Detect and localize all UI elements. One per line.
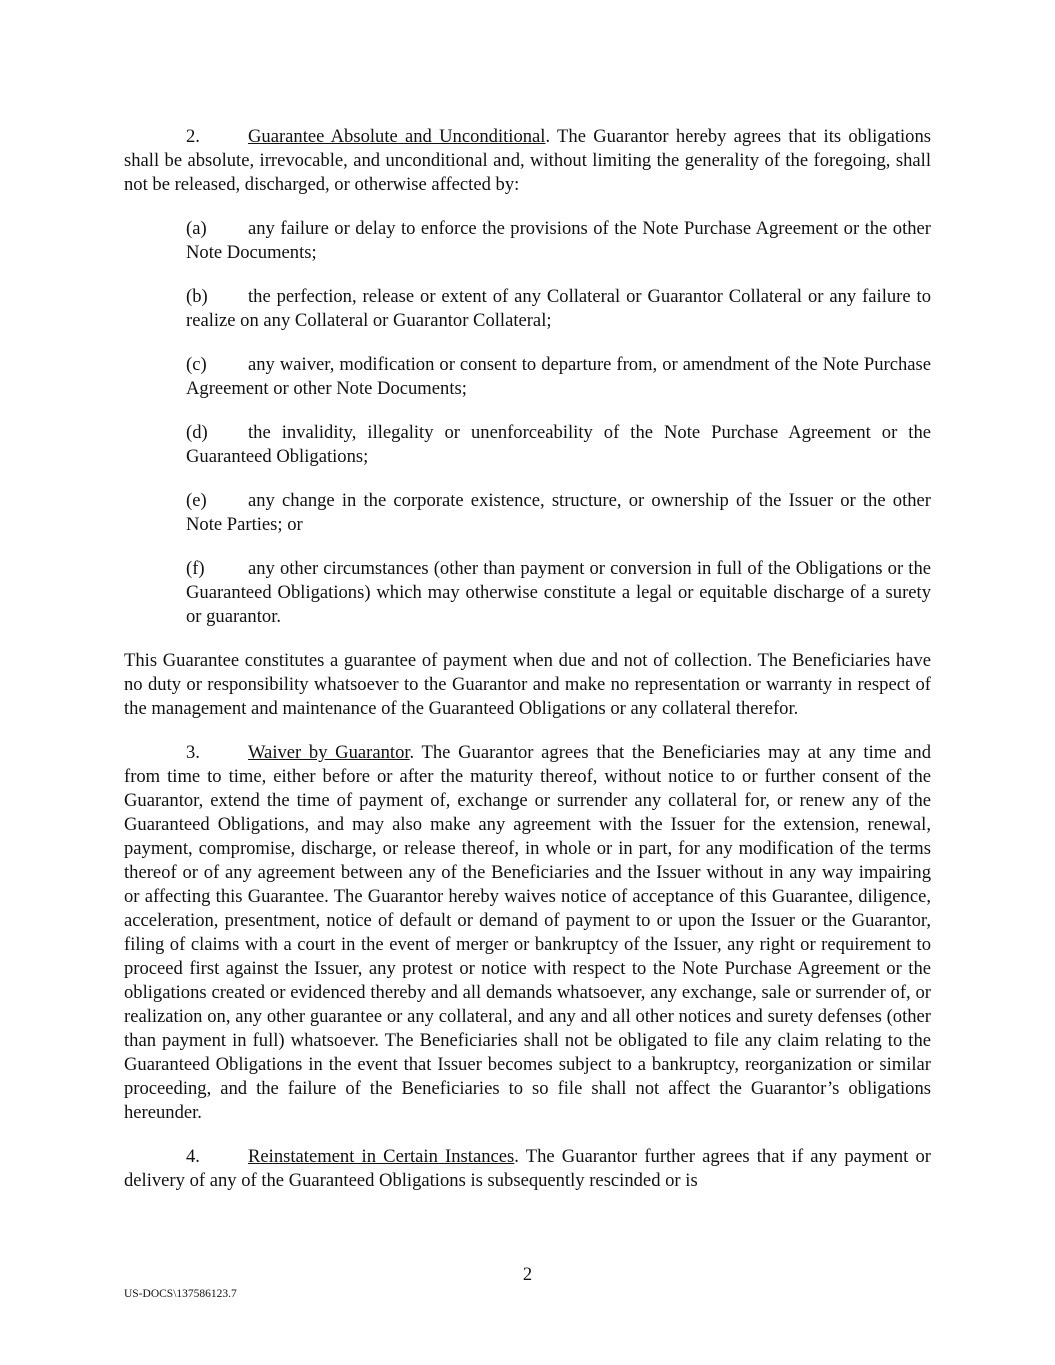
section-3-text: . The Guarantor agrees that the Beneficiaries may at any time and from time to time, either before or after the maturity thereof, without notice to or further consent of the Guarantor, extend the time of payment of, exchange or surrender any collateral for, or renew any of the Guaranteed Obligations, and may also make any agreement with the Issuer for the extension, renewal, payment, compromise, discharge, or release thereof, in whole or in part, for any modification of the terms thereof or of any agreement between any of the Beneficiaries and the Issuer without in any way impairing or affecting this Guarantee. The Guarantor hereby waives notice of acceptance of this Guarantee, diligence, acceleration, presentment, notice of default or demand of payment to or upon the Issuer or the Guarantor, filing of claims with a court in the event of merger or bankruptcy of the Issuer, any right or requirement to proceed first against the Issuer, any protest or notice with respect to the Note Purchase Agreement or the obligations created or evidenced thereby and all demands whatsoever, any exchange, sale or surrender of, or realization on, any other guarantee or any collateral, and any and all other notices and surety defenses (other than payment in full) whatsoever. The Beneficiaries shall not be obligated to file any claim relating to the Guaranteed Obligations in the event that Issuer becomes subject to a bankruptcy, reorganization or similar proceeding, and the failure of the Beneficiaries to so file shall not affect the Guarantor’s obligations hereunder.	[124, 742, 931, 1123]
clause-label: (b)	[186, 286, 208, 307]
document-id: US-DOCS\137586123.7	[124, 1288, 237, 1300]
clause-label: (a)	[186, 218, 207, 239]
section-3-paragraph	[124, 741, 931, 1125]
clause-label: (c)	[186, 354, 207, 375]
section-3-heading: Waiver by Guarantor	[248, 742, 410, 763]
clause-text: the invalidity, illegality or unenforceability of the Note Purchase Agreement or the Guaranteed Obligations;	[186, 422, 931, 467]
clause-b	[186, 285, 931, 333]
section-4-number: 4.	[186, 1146, 200, 1167]
document-page	[124, 125, 931, 1213]
clause-label: (e)	[186, 490, 207, 511]
section-2-text: . The Guarantor hereby agrees that its obligations shall be absolute, irrevocable, and unconditional and, without limiting the generality of the foregoing, shall not be released, discharged, or otherwise affected by:	[124, 126, 931, 195]
clause-text: any waiver, modification or consent to departure from, or amendment of the Note Purchase Agreement or other Note Documents;	[186, 354, 931, 399]
clause-a	[186, 217, 931, 265]
section-4-text: . The Guarantor further agrees that if any payment or delivery of any of the Guaranteed Obligations is subsequently rescinded or is	[124, 1146, 932, 1191]
clause-label: (f)	[186, 558, 205, 579]
clause-text: any other circumstances (other than payment or conversion in full of the Obligations or the Guaranteed Obligations) which may otherwise constitute a legal or equitable discharge of a surety or guarantor.	[186, 558, 931, 627]
section-4-heading: Reinstatement in Certain Instances	[248, 1146, 515, 1167]
page-number: 2	[522, 1264, 533, 1285]
clause-d	[186, 421, 931, 469]
clause-text: any change in the corporate existence, structure, or ownership of the Issuer or the other Note Parties; or	[186, 490, 931, 535]
section-3-number: 3.	[186, 742, 200, 763]
guarantee-paragraph: This Guarantee constitutes a guarantee of payment when due and not of collection. The Beneficiaries have no duty or responsibility whatsoever to the Guarantor and make no representation or warranty in respect of the management and maintenance of the Guaranteed Obligations or any collateral therefor.	[124, 650, 931, 719]
clause-f	[186, 557, 931, 629]
clause-e	[186, 489, 931, 537]
section-2-heading: Guarantee Absolute and Unconditional	[248, 126, 546, 147]
clause-text: the perfection, release or extent of any Collateral or Guarantor Collateral or any failure to realize on any Collateral or Guarantor Collateral;	[186, 286, 931, 331]
section-2-paragraph	[124, 125, 931, 197]
section-2-number: 2.	[186, 126, 200, 147]
clause-label: (d)	[186, 422, 208, 443]
clause-c	[186, 353, 931, 401]
clause-text: any failure or delay to enforce the provisions of the Note Purchase Agreement or the other Note Documents;	[186, 218, 931, 263]
section-4-paragraph	[124, 1145, 931, 1193]
